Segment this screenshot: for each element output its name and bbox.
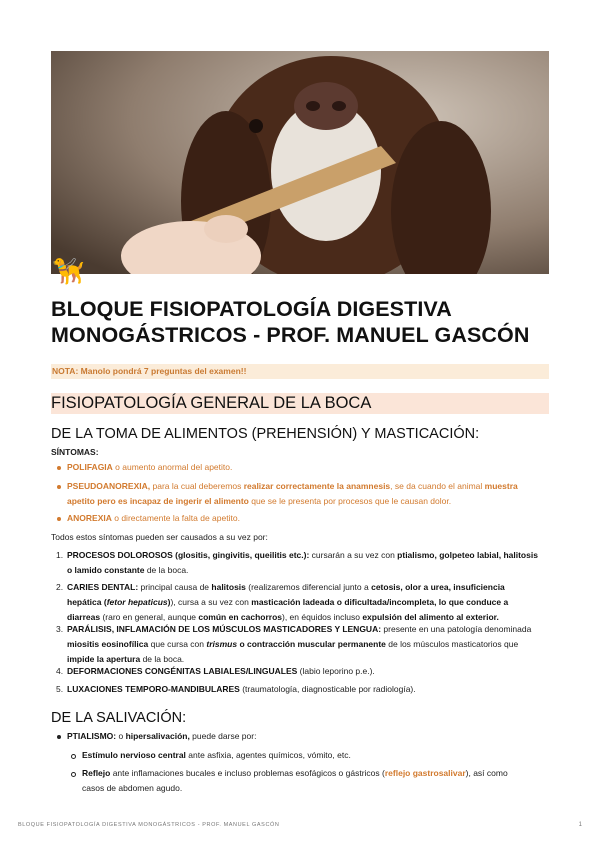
list-number: 4. [56,666,64,676]
subsection-heading-mastication: DE LA TOMA DE ALIMENTOS (PREHENSIÓN) Y MASTICACIÓN: [51,426,480,442]
list-number: 5. [56,684,64,694]
list-item: CARIES DENTAL: principal causa de halitosis (realizaremos diferencial junto a cetosis, olor a urea, insuficiencia hepática (fetor hepaticus)), cursa a su vez con masticación ladeada o dificultada/incompleta, lo que conduce a diarreas (raro en general, aunque común en cachorros), en équidos incluso expulsión del alimento al exterior. [67,582,509,622]
list-item: Estímulo nervioso central ante asfixia, agentes químicos, vómito, etc. [82,750,351,760]
list-item: PARÁLISIS, INFLAMACIÓN DE LOS MÚSCULOS MASTICADORES Y LENGUA: presente en una patología denominada miositis eosinofílica que cursa con trismus o contracción muscular permanente de los músculos masticatorios que impide la apertura de la boca. [67,624,532,664]
list-item: Reflejo ante inflamaciones bucales e incluso problemas esofágicos o gástricos (reflejo gastrosalivar), así como casos de abdomen agudo. [82,768,508,793]
note-callout: NOTA: Manolo pondrá 7 preguntas del examen!! [51,364,549,379]
subsection-heading-salivation: DE LA SALIVACIÓN: [51,710,187,726]
page-number: 1 [578,822,582,828]
list-item: DEFORMACIONES CONGÉNITAS LABIALES/LINGUALES (labio leporino p.e.). [67,666,375,676]
list-item: PSEUDOANOREXIA, para la cual deberemos realizar correctamente la anamnesis, se da cuando el animal muestra apetito pero es incapaz de ingerir el alimento que se le presenta por procesos que le causan dolor. [67,481,518,506]
list-number: 2. [56,582,64,592]
page-title: BLOQUE FISIOPATOLOGÍA DIGESTIVA MONOGÁSTRICOS - PROF. MANUEL GASCÓN [51,297,530,347]
page-footer: BLOQUE FISIOPATOLOGÍA DIGESTIVA MONOGÁSTRICOS - PROF. MANUEL GASCÓN [18,822,280,828]
sub-bullet [71,772,76,777]
bullet [57,517,61,521]
bullet [57,466,61,470]
guide-dog-icon: 🦮 [52,256,85,286]
list-item: PROCESOS DOLOROSOS (glositis, gingivitis, queilitis etc.): cursarán a su vez con ptialismo, golpeteo labial, halitosis o lamido constante de la boca. [67,550,538,575]
list-number: 3. [56,624,64,634]
cover-image [51,51,549,274]
list-number: 1. [56,550,64,560]
list-item: LUXACIONES TEMPORO-MANDIBULARES (traumatología, diagnosticable por radiología). [67,684,416,694]
causes-intro: Todos estos síntomas pueden ser causados a su vez por: [51,532,268,542]
list-item: ANOREXIA o directamente la falta de apetito. [67,513,240,523]
sub-bullet [71,754,76,759]
list-item: POLIFAGIA o aumento anormal del apetito. [67,462,233,472]
bullet [57,485,61,489]
bullet [57,735,61,739]
section-heading: FISIOPATOLOGÍA GENERAL DE LA BOCA [51,393,549,414]
symptoms-label: SÍNTOMAS: [51,447,99,457]
list-item: PTIALISMO: o hipersalivación, puede darse por: [67,731,257,741]
